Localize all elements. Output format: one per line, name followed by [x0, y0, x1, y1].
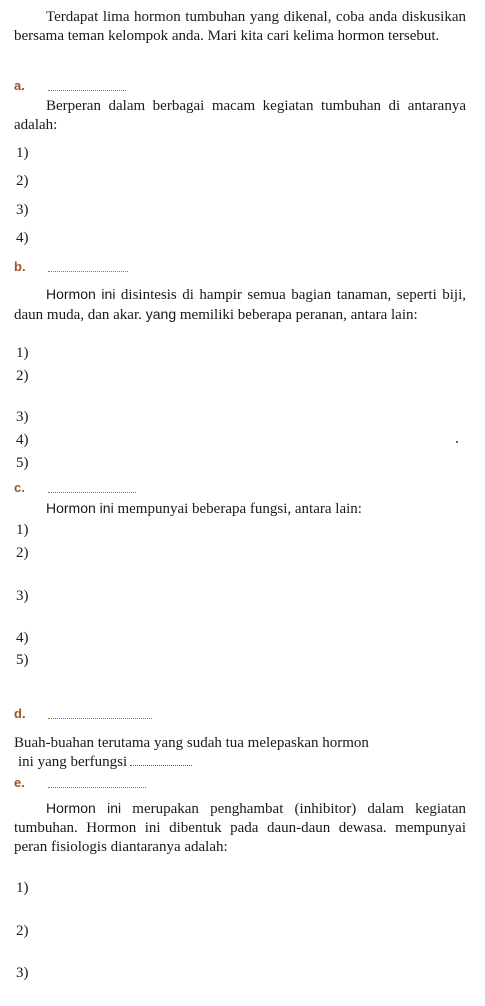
section-e-desc-lead: Hormon ini — [46, 800, 122, 816]
section-a-letter: a. — [14, 78, 25, 93]
section-a-item-2: 2) — [16, 173, 29, 189]
section-d-line-2-text: ini yang berfungsi — [18, 754, 128, 770]
section-b-desc-word: yang — [141, 306, 177, 322]
stray-dot — [456, 441, 458, 443]
section-b-description — [14, 285, 466, 325]
section-e-letter: e. — [14, 775, 25, 790]
section-a-answer-blank[interactable] — [48, 90, 126, 91]
section-e-item-2: 2) — [16, 923, 29, 939]
section-b-item-5: 5) — [16, 455, 29, 471]
section-e-description — [14, 799, 466, 857]
section-c-letter: c. — [14, 480, 25, 495]
section-b-item-3: 3) — [16, 409, 29, 425]
section-b-item-4: 4) — [16, 432, 29, 448]
section-c-answer-blank[interactable] — [48, 492, 136, 493]
section-e-desc-rest: merupakan penghambat (inhibitor) dalam kegiatan tumbuhan. Hormon ini dibentuk pada daun-daun dewasa. mempunyai peran fisiologis diantaranya adalah: — [14, 801, 466, 855]
section-e-item-3: 3) — [16, 965, 29, 981]
section-c-item-2: 2) — [16, 545, 29, 561]
section-c-item-3: 3) — [16, 588, 29, 604]
section-b-desc-tail: memiliki beberapa peranan, antara lain: — [176, 307, 418, 323]
section-c-item-5: 5) — [16, 652, 29, 668]
section-c-desc-rest: mempunyai beberapa fungsi, antara lain: — [113, 501, 362, 517]
section-c-item-1: 1) — [16, 522, 29, 538]
section-a-description: Berperan dalam berbagai macam kegiatan tumbuhan di antaranya adalah: — [14, 98, 466, 133]
section-c-item-4: 4) — [16, 630, 29, 646]
section-d-line-1: Buah-buahan terutama yang sudah tua melepaskan hormon — [14, 735, 369, 751]
section-e-item-1: 1) — [16, 880, 29, 896]
section-d-answer-blank[interactable] — [48, 718, 152, 719]
section-c-description — [14, 499, 466, 519]
intro-paragraph: Terdapat lima hormon tumbuhan yang dikenal, coba anda diskusikan bersama teman kelompok anda. Mari kita cari kelima hormon tersebut. — [14, 9, 466, 44]
section-b-item-1: 1) — [16, 345, 29, 361]
section-e-answer-blank[interactable] — [48, 787, 146, 788]
section-b-desc-rest: disintesis di hampir semua bagian tanaman, seperti biji, daun muda, dan akar. — [14, 287, 466, 323]
section-b-desc-lead: Hormon ini — [46, 286, 116, 302]
section-b-item-2: 2) — [16, 368, 29, 384]
section-a-item-4: 4) — [16, 230, 29, 246]
section-a-item-3: 3) — [16, 202, 29, 218]
section-d-letter: d. — [14, 706, 26, 721]
section-b-answer-blank[interactable] — [48, 271, 128, 272]
section-b-letter: b. — [14, 259, 26, 274]
section-d-fill-blank[interactable] — [130, 754, 192, 766]
section-a-item-1: 1) — [16, 145, 29, 161]
section-d-line-2 — [18, 753, 470, 772]
section-c-desc-lead: Hormon ini — [46, 500, 114, 516]
